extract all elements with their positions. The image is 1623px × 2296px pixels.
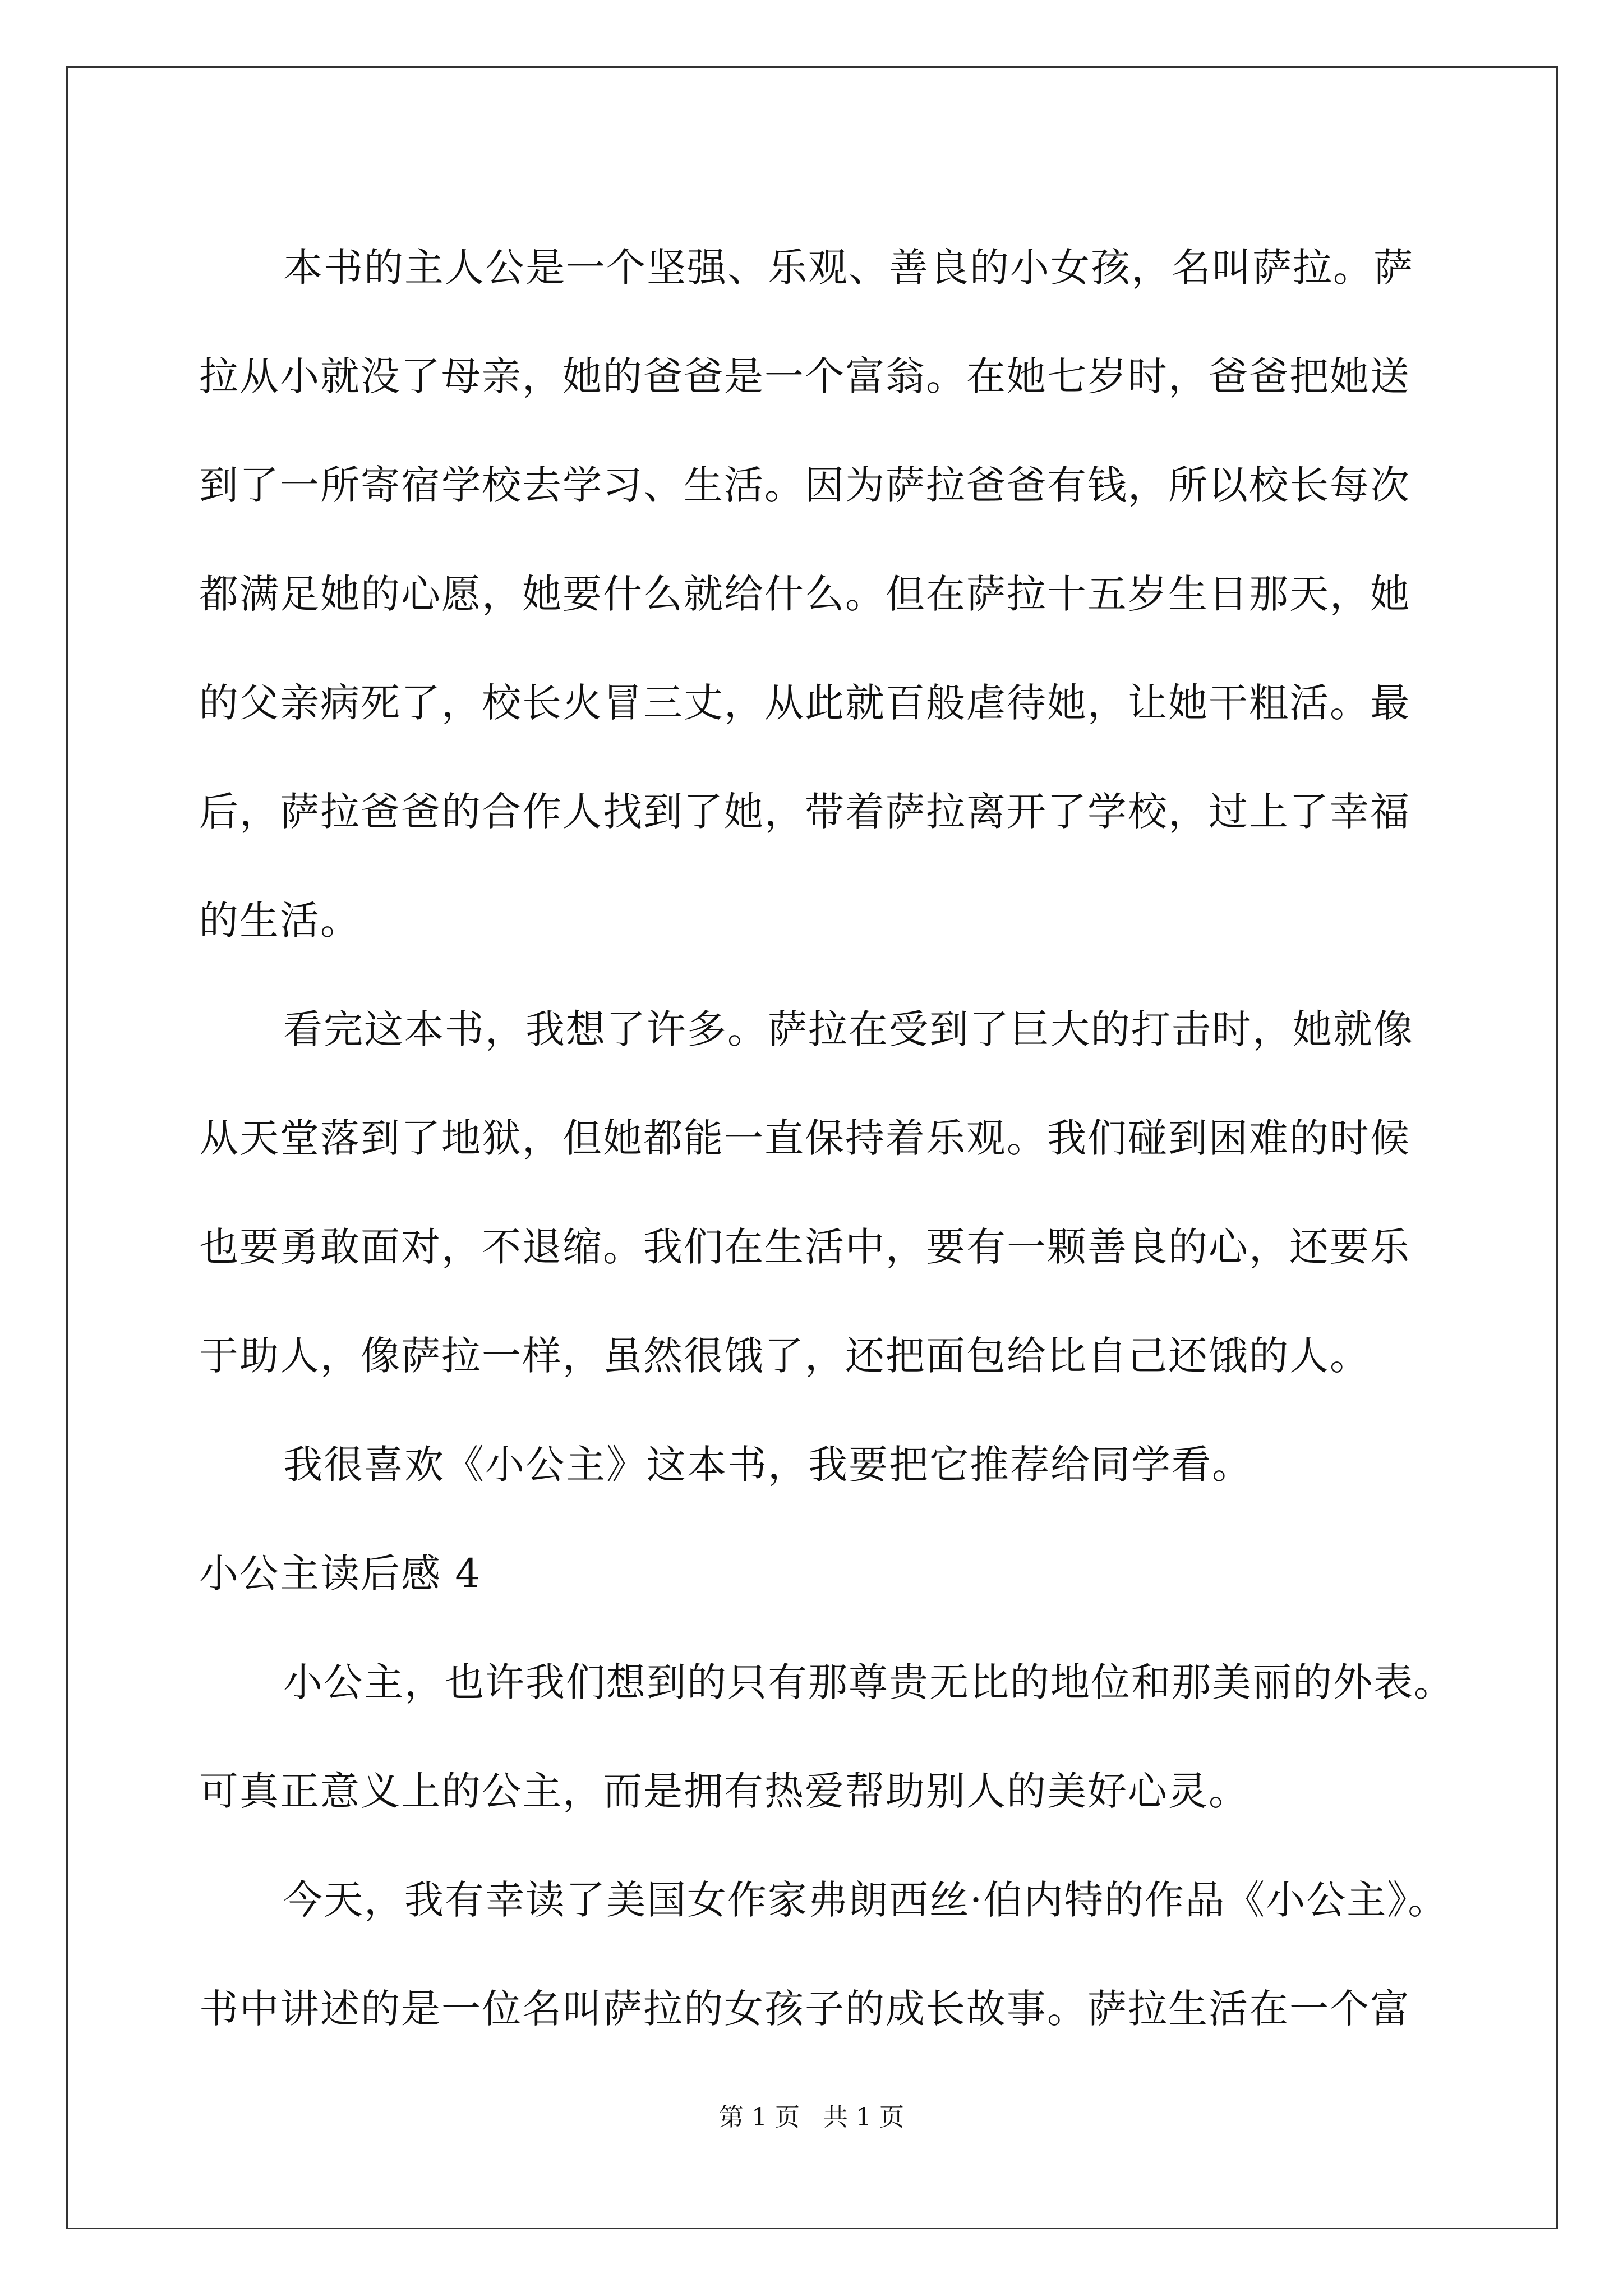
paragraph-line: 今天，我有幸读了美国女作家弗朗西丝·伯内特的作品《小公主》。 [283, 1877, 1449, 1923]
paragraph-line: 拉从小就没了母亲，她的爸爸是一个富翁。在她七岁时，爸爸把她送 [199, 353, 1410, 399]
paragraph-line: 的父亲病死了，校长火冒三丈，从此就百般虐待她，让她干粗活。最 [199, 680, 1410, 726]
paragraph-line: 到了一所寄宿学校去学习、生活。因为萨拉爸爸有钱，所以校长每次 [199, 462, 1410, 508]
paragraph-line: 的生活。 [199, 898, 361, 944]
paragraph-line: 后，萨拉爸爸的合作人找到了她，带着萨拉离开了学校，过上了幸福 [199, 789, 1410, 835]
paragraph-line: 本书的主人公是一个坚强、乐观、善良的小女孩，名叫萨拉。萨 [283, 245, 1414, 291]
paragraph-3 [199, 1410, 1489, 1519]
paragraph-5 [199, 1846, 1489, 2063]
paragraph-line: 都满足她的心愿，她要什么就给什么。但在萨拉十五岁生日那天，她 [199, 571, 1410, 617]
page-footer [0, 2097, 1623, 2133]
paragraph-2 [199, 975, 1489, 1410]
paragraph-line: 书中讲述的是一位名叫萨拉的女孩子的成长故事。萨拉生活在一个富 [199, 1986, 1410, 2032]
paragraph-line: 小公主，也许我们想到的只有那尊贵无比的地位和那美丽的外表。 [283, 1659, 1454, 1705]
page-total: 共 1 页 [823, 2103, 904, 2132]
paragraph-line: 我很喜欢《小公主》这本书，我要把它推荐给同学看。 [283, 1442, 1252, 1488]
paragraph-line: 于助人，像萨拉一样，虽然很饿了，还把面包给比自己还饿的人。 [199, 1333, 1370, 1379]
paragraph-line: 看完这本书，我想了许多。萨拉在受到了巨大的打击时，她就像 [283, 1006, 1414, 1052]
paragraph-4 [199, 1628, 1489, 1846]
page-number: 第 1 页 [719, 2103, 800, 2132]
section-heading: 小公主读后感 4 [199, 1550, 481, 1596]
paragraph-1 [199, 213, 1489, 975]
paragraph-line: 可真正意义上的公主，而是拥有热爱帮助别人的美好心灵。 [199, 1768, 1249, 1814]
paragraph-line: 也要勇敢面对，不退缩。我们在生活中，要有一颗善良的心，还要乐 [199, 1224, 1410, 1270]
document-body [199, 213, 1489, 2063]
paragraph-line: 从天堂落到了地狱，但她都能一直保持着乐观。我们碰到困难的时候 [199, 1115, 1410, 1161]
